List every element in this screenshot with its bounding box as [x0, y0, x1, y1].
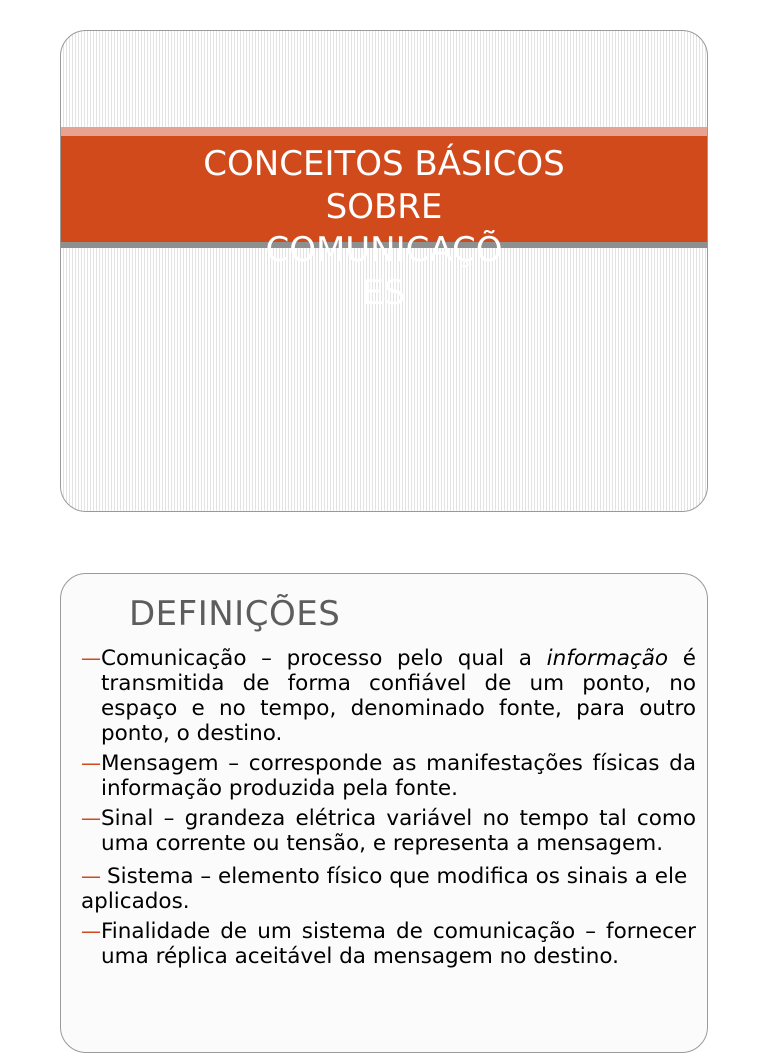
definition-item [81, 864, 696, 914]
dash-bullet-icon: — [81, 919, 101, 943]
dash-bullet-icon: — [81, 806, 101, 830]
dash-bullet-icon: — [81, 751, 101, 775]
dash-bullet-icon: — [81, 646, 101, 670]
definitions-slide [60, 573, 708, 1053]
definition-text: Comunicação – processo pelo qual a [101, 646, 547, 671]
definition-text: Mensagem – corresponde as manifestações físicas da informação produzida pela fonte. [101, 751, 696, 801]
definition-item [81, 646, 696, 746]
definition-item [81, 751, 696, 801]
title-slide [60, 30, 708, 512]
definitions-list [81, 646, 696, 974]
dash-bullet-icon: — [81, 864, 101, 888]
definition-item [81, 806, 696, 856]
title-band-top-stripe [61, 127, 707, 136]
definition-item [81, 919, 696, 969]
definition-text-cont: é transmitida de forma confiável de um ponto, no espaço e no tempo, denominado fonte, para outro ponto, o destino. [101, 646, 696, 746]
definition-text: Sistema – elemento físico que modifica os sinais a ele aplicados. [81, 864, 688, 914]
definition-text: Finalidade de um sistema de comunicação – fornecer uma réplica aceitável da mensagem no destino. [101, 919, 696, 969]
definitions-heading: DEFINIÇÕES [129, 594, 341, 634]
slide-title: CONCEITOS BÁSICOS SOBRE COMUNICAÇÕ ES [203, 144, 565, 313]
definition-emphasis: informação [546, 646, 669, 671]
definition-text: Sinal – grandeza elétrica variável no tempo tal como uma corrente ou tensão, e representa a mensagem. [101, 806, 696, 856]
